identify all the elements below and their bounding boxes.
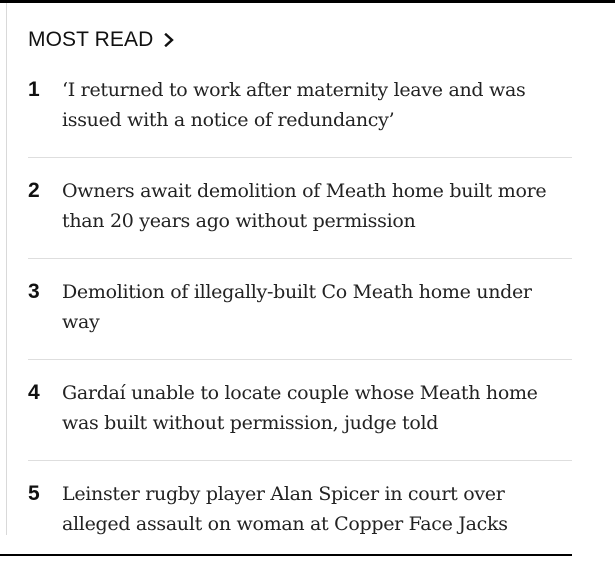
list-item[interactable] — [28, 277, 572, 360]
rank-number: 5 — [28, 482, 40, 505]
rank-number: 1 — [28, 78, 40, 101]
most-read-list — [28, 75, 572, 561]
section-title: MOST READ — [28, 28, 154, 51]
list-item[interactable] — [28, 378, 572, 461]
rank-number: 3 — [28, 280, 40, 303]
top-divider — [0, 0, 615, 3]
article-headline-link[interactable]: Gardaí unable to locate couple whose Meath home was built without permission, judge told — [62, 382, 538, 434]
list-item[interactable] — [28, 479, 572, 561]
rank-number: 4 — [28, 381, 40, 404]
article-headline-link[interactable]: Owners await demolition of Meath home built more than 20 years ago without permission — [62, 180, 547, 232]
article-headline-link[interactable]: ‘I returned to work after maternity leave and was issued with a notice of redundancy’ — [62, 79, 526, 131]
list-item[interactable] — [28, 176, 572, 259]
chevron-right-icon — [162, 33, 176, 47]
article-headline-link[interactable]: Demolition of illegally-built Co Meath home under way — [62, 281, 532, 333]
bottom-divider — [0, 554, 572, 556]
left-border — [6, 3, 7, 535]
rank-number: 2 — [28, 179, 40, 202]
most-read-header-link[interactable] — [28, 25, 176, 55]
article-headline-link[interactable]: Leinster rugby player Alan Spicer in court over alleged assault on woman at Copper Face Jacks — [62, 483, 508, 535]
list-item[interactable] — [28, 75, 572, 158]
